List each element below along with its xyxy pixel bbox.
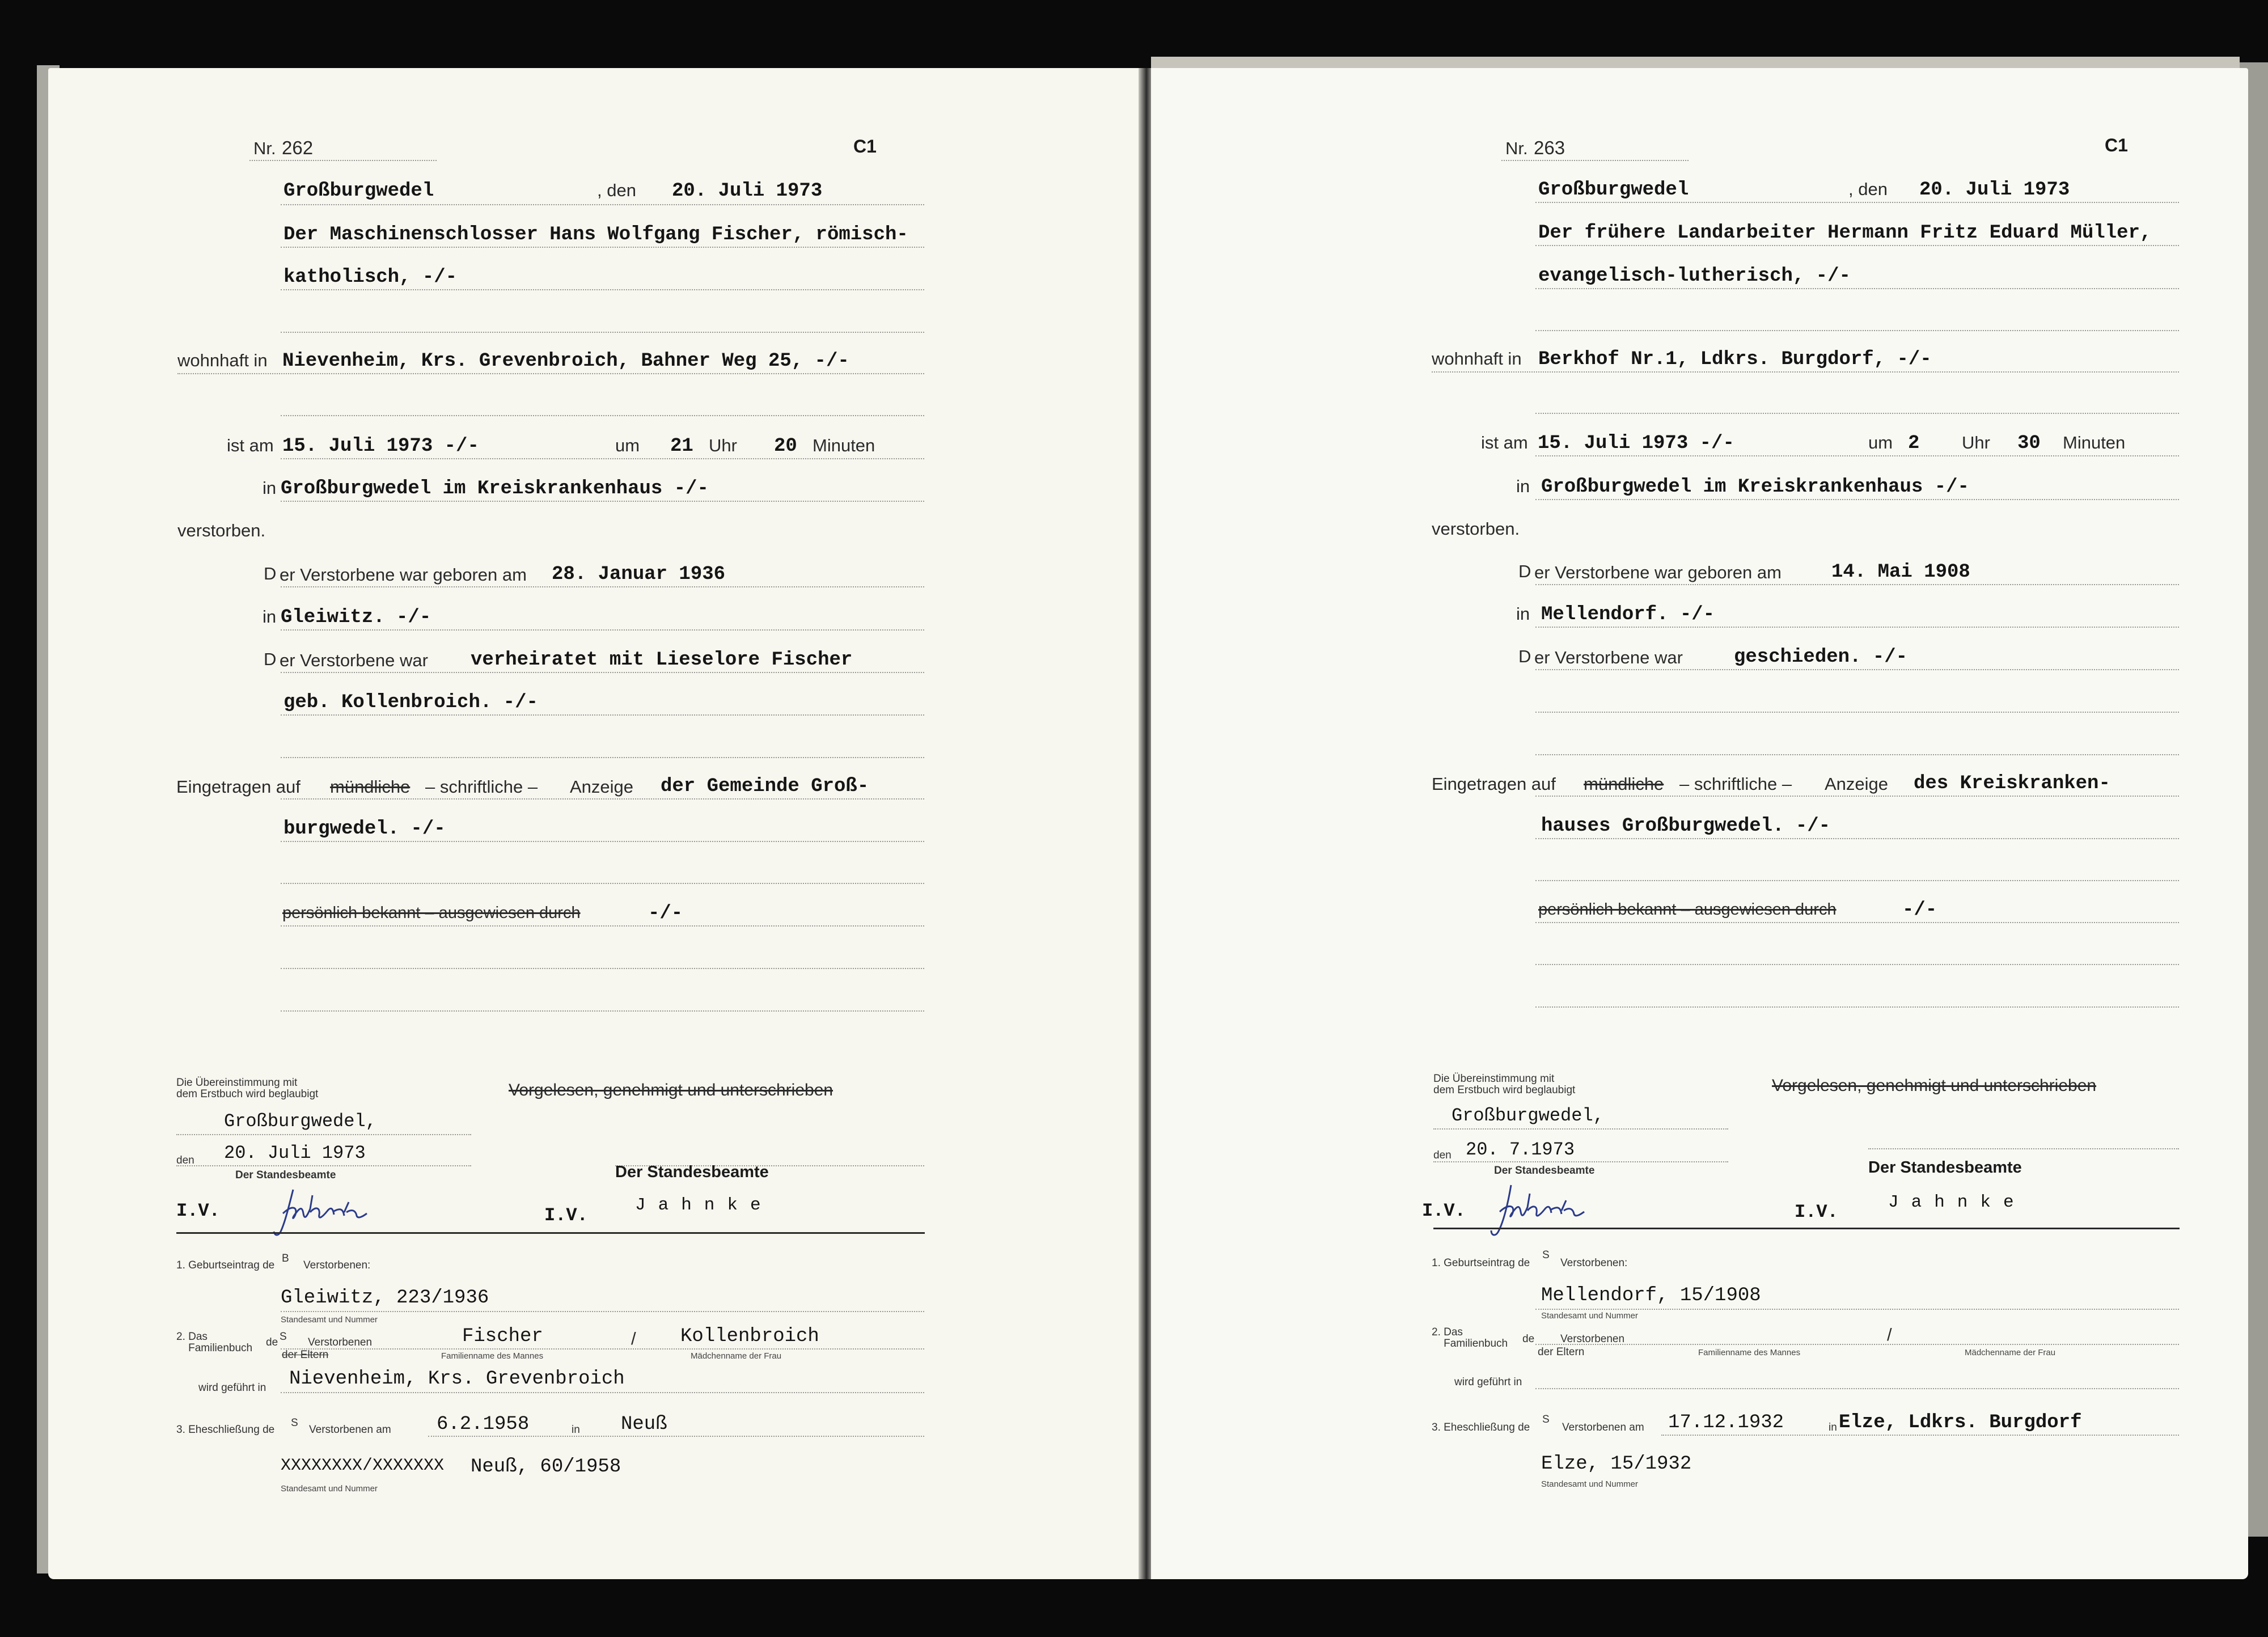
certification-text: Die Übereinstimmung mit dem Erstbuch wird beglaubigt (1433, 1073, 1576, 1096)
registry-date: 20. Juli 1973 (1919, 179, 2070, 201)
rule (281, 883, 924, 884)
birth-register: Mellendorf, 15/1908 (1541, 1285, 1761, 1306)
ist-am-label: ist am (1481, 433, 1528, 452)
d-label: D (1518, 561, 1531, 581)
ist-am-label: ist am (227, 435, 274, 455)
familybook-place: Nievenheim, Krs. Grevenbroich (289, 1368, 625, 1390)
right-register-page (1151, 68, 2248, 1579)
wird-gefuehrt-label: wird geführt in (198, 1382, 266, 1394)
note-3-text: Verstorbenen am (309, 1424, 391, 1436)
rule (177, 373, 924, 374)
note-2-text: Verstorbenen (308, 1336, 373, 1348)
rule (1535, 1344, 2179, 1345)
rule (1535, 413, 2179, 414)
note-3-label: 3. Eheschließung de (176, 1424, 275, 1436)
status-text: er Verstorbene war (1534, 648, 1683, 667)
slash: / (1887, 1325, 1892, 1344)
uhr-label: Uhr (709, 435, 737, 455)
rule (176, 1165, 471, 1166)
wohnhaft-label: wohnhaft in (1432, 349, 1522, 369)
note-1-sup: S (1542, 1249, 1550, 1261)
death-hour: 21 (670, 435, 693, 457)
rule (281, 1311, 924, 1312)
report-line-2: hauses Großburgwedel. -/- (1541, 815, 1831, 837)
caption-standesamt: Standesamt und Nummer (1541, 1311, 1638, 1321)
rule (1433, 1128, 1728, 1130)
registry-place: Großburgwedel (1538, 179, 1689, 201)
note-2-text: Verstorbenen (1560, 1333, 1625, 1345)
report-line-1: des Kreiskranken- (1914, 773, 2110, 794)
iv-label: I.V. (1795, 1202, 1838, 1223)
note-2-eltern: der Eltern (1538, 1346, 1585, 1358)
born-text: er Verstorbene war geboren am (280, 565, 527, 585)
verstorben-label: verstorben. (177, 521, 266, 540)
marriage-date: 17.12.1932 (1668, 1412, 1784, 1433)
death-date: 15. Juli 1973 -/- (1538, 433, 1734, 454)
rule (1535, 838, 2179, 839)
persoenlich-tail: -/- (648, 903, 683, 924)
rule (1535, 245, 2179, 246)
caption-frau: Mädchenname der Frau (1965, 1348, 2056, 1357)
marriage-place: Neuß (621, 1414, 667, 1435)
marriage-place: Elze, Ldkrs. Burgdorf (1839, 1412, 2082, 1433)
slash: / (631, 1329, 636, 1348)
report-line-2: burgwedel. -/- (284, 818, 446, 840)
class-mark: C1 (853, 136, 877, 156)
residence: Berkhof Nr.1, Ldkrs. Burgdorf, -/- (1538, 349, 1932, 370)
birth-place: Mellendorf. -/- (1541, 604, 1715, 625)
rule (1535, 922, 2179, 923)
den-label: , den (1848, 179, 1888, 199)
wohnhaft-label: wohnhaft in (177, 350, 268, 370)
entry-number: 263 (1534, 137, 1565, 158)
certification-den: den (1433, 1149, 1452, 1161)
note-3-in: in (1829, 1422, 1837, 1433)
class-mark: C1 (2105, 135, 2128, 155)
schriftliche: – schriftliche – (1679, 774, 1792, 794)
note-1-text: Verstorbenen: (1560, 1257, 1628, 1269)
rule (1501, 160, 1689, 161)
caption-frau: Mädchenname der Frau (691, 1351, 782, 1361)
rule (176, 1134, 471, 1135)
rule (1535, 584, 2179, 585)
certification-caption: Der Standesbeamte (1494, 1165, 1595, 1177)
vorgelesen-text: Vorgelesen, genehmigt und unterschrieben (1772, 1076, 2097, 1095)
rule (281, 968, 924, 969)
iv-label: I.V. (1422, 1200, 1466, 1221)
uhr-label: Uhr (1962, 433, 1990, 452)
death-place: Großburgwedel im Kreiskrankenhaus -/- (281, 478, 709, 500)
note-2-label: 2. Das Familienbuch (176, 1331, 253, 1354)
iv-label: I.V. (176, 1200, 220, 1221)
note-3-sup: S (1542, 1414, 1550, 1425)
note-3-in: in (572, 1424, 580, 1436)
note-3-sup: S (291, 1417, 298, 1429)
rule (1433, 1161, 1728, 1162)
persoenlich-struck: persönlich bekannt – ausgewiesen durch (282, 904, 581, 922)
rule (1535, 796, 2179, 797)
rule (281, 501, 924, 502)
note-1-text: Verstorbenen: (303, 1259, 371, 1271)
note-2-de: de (1522, 1333, 1535, 1345)
handwritten-signature (1469, 1177, 1616, 1239)
certification-den: den (176, 1154, 194, 1166)
minuten-label: Minuten (2063, 433, 2126, 452)
deceased-line-1: Der frühere Landarbeiter Hermann Fritz Eduard Müller, (1538, 222, 2152, 244)
marriage-date: 6.2.1958 (437, 1414, 530, 1435)
muendliche-struck: mündliche (330, 777, 411, 797)
deceased-line-2: katholisch, -/- (284, 267, 458, 288)
marriage-register: Neuß, 60/1958 (471, 1456, 621, 1478)
minuten-label: Minuten (813, 435, 875, 455)
marital-status-1: verheiratet mit Lieselore Fischer (471, 649, 853, 671)
death-minutes: 30 (2017, 433, 2041, 454)
left-register-page (48, 68, 1145, 1579)
entry-number-label: Nr. (253, 138, 276, 158)
birth-date: 28. Januar 1936 (552, 564, 726, 585)
rule (1535, 1309, 2179, 1310)
rule (281, 1392, 924, 1393)
certification-caption: Der Standesbeamte (235, 1169, 336, 1181)
in-label: in (263, 607, 277, 627)
anzeige-label: Anzeige (1825, 774, 1889, 794)
registrar-name: Jahnke (635, 1195, 773, 1215)
certification-place: Großburgwedel, (1452, 1105, 1604, 1126)
rule (1535, 288, 2179, 289)
d-label: D (264, 564, 277, 583)
rule (281, 1010, 924, 1012)
deceased-line-1: Der Maschinenschlosser Hans Wolfgang Fischer, römisch- (284, 224, 908, 246)
note-2-de: de (266, 1336, 278, 1348)
rule (1535, 754, 2179, 755)
note-1-sup: B (282, 1253, 289, 1264)
verstorben-label: verstorben. (1432, 519, 1520, 539)
rule (428, 1436, 924, 1437)
um-label: um (615, 435, 640, 455)
death-hour: 2 (1908, 433, 1920, 454)
birth-place: Gleiwitz. -/- (281, 607, 431, 628)
standesbeamte-heading: Der Standesbeamte (1868, 1158, 2022, 1177)
entry-number: 262 (282, 137, 314, 158)
death-date: 15. Juli 1973 -/- (282, 435, 479, 457)
husband-name: Fischer (462, 1326, 543, 1347)
marriage-register: Elze, 15/1932 (1541, 1453, 1692, 1475)
wird-gefuehrt-label: wird geführt in (1454, 1376, 1522, 1388)
rule (1535, 1006, 2179, 1008)
in-label: in (263, 478, 277, 498)
residence: Nievenheim, Krs. Grevenbroich, Bahner Weg 25, -/- (282, 350, 849, 372)
certification-date: 20. 7.1973 (1466, 1139, 1575, 1160)
certification-place: Großburgwedel, (224, 1111, 376, 1132)
persoenlich-tail: -/- (1902, 899, 1937, 921)
caption-standesamt: Standesamt und Nummer (281, 1484, 378, 1494)
rule (1535, 202, 2179, 203)
divider (1433, 1228, 2180, 1229)
status-text: er Verstorbene war (280, 650, 428, 670)
note-2-eltern: der Eltern (282, 1349, 329, 1361)
rule (281, 629, 924, 631)
death-place: Großburgwedel im Kreiskrankenhaus -/- (1541, 476, 1969, 498)
rule (1535, 669, 2179, 670)
registrar-name: Jahnke (1888, 1192, 2026, 1212)
rule (281, 204, 924, 205)
rule (281, 247, 924, 248)
eingetragen-label: Eingetragen auf (1432, 774, 1556, 794)
registry-place: Großburgwedel (284, 180, 434, 202)
rule (281, 714, 924, 716)
rule (249, 160, 437, 161)
rule (281, 289, 924, 290)
eingetragen-label: Eingetragen auf (176, 777, 301, 797)
marital-status-2: geb. Kollenbroich. -/- (284, 692, 538, 713)
in-label: in (1516, 476, 1530, 496)
rule (1535, 627, 2179, 628)
rule (281, 1348, 924, 1350)
den-label: , den (597, 180, 636, 200)
rule (281, 757, 924, 758)
vorgelesen-text: Vorgelesen, genehmigt und unterschrieben (509, 1081, 833, 1099)
report-line-1: der Gemeinde Groß- (661, 776, 869, 797)
marriage-register-struck: XXXXXXXX/XXXXXXX (281, 1456, 445, 1475)
rule (1535, 1388, 2179, 1389)
note-3-text: Verstorbenen am (1562, 1422, 1644, 1433)
rule (1535, 330, 2179, 331)
rule (281, 415, 924, 416)
death-minutes: 20 (774, 435, 797, 457)
rule (281, 586, 924, 587)
rule (281, 332, 924, 333)
rule (281, 925, 924, 927)
divider (176, 1232, 925, 1234)
maiden-name: Kollenbroich (680, 1326, 819, 1347)
note-1-label: 1. Geburtseintrag de (1432, 1257, 1530, 1269)
certification-text: Die Übereinstimmung mit dem Erstbuch wird beglaubigt (176, 1077, 319, 1100)
d-label: D (264, 649, 277, 669)
rule (1432, 371, 2179, 373)
birth-register: Gleiwitz, 223/1936 (281, 1287, 489, 1309)
note-1-label: 1. Geburtseintrag de (176, 1259, 275, 1271)
note-3-label: 3. Eheschließung de (1432, 1422, 1530, 1433)
rule (281, 798, 924, 800)
caption-mann: Familienname des Mannes (441, 1351, 544, 1361)
rule (281, 841, 924, 842)
iv-label: I.V. (544, 1205, 588, 1226)
rule (1535, 880, 2179, 881)
rule (1535, 712, 2179, 713)
note-2-label: 2. Das Familienbuch (1432, 1326, 1508, 1350)
note-2-sup: S (280, 1331, 287, 1343)
registry-date: 20. Juli 1973 (672, 180, 823, 202)
deceased-line-2: evangelisch-lutherisch, -/- (1538, 265, 1851, 287)
born-text: er Verstorbene war geboren am (1534, 562, 1782, 582)
rule (281, 672, 924, 673)
in-label: in (1516, 604, 1530, 624)
anzeige-label: Anzeige (570, 777, 634, 797)
caption-standesamt: Standesamt und Nummer (1541, 1479, 1638, 1489)
d-label: D (1518, 646, 1531, 666)
caption-mann: Familienname des Mannes (1698, 1348, 1801, 1357)
rule (281, 458, 924, 459)
rule (1535, 455, 2179, 456)
birth-date: 14. Mai 1908 (1831, 561, 1970, 583)
muendliche-struck: mündliche (1584, 774, 1664, 794)
entry-number-label: Nr. (1505, 138, 1528, 158)
certification-date: 20. Juli 1973 (224, 1143, 366, 1164)
rule (1535, 964, 2179, 965)
rule (1535, 499, 2179, 500)
rule (1868, 1148, 2179, 1149)
persoenlich-struck: persönlich bekannt – ausgewiesen durch (1538, 900, 1837, 919)
um-label: um (1868, 433, 1893, 452)
caption-standesamt: Standesamt und Nummer (281, 1315, 378, 1325)
schriftliche: – schriftliche – (425, 777, 538, 797)
marital-status-1: geschieden. -/- (1734, 646, 1908, 668)
rule (1661, 1435, 2179, 1436)
standesbeamte-heading: Der Standesbeamte (615, 1163, 769, 1181)
